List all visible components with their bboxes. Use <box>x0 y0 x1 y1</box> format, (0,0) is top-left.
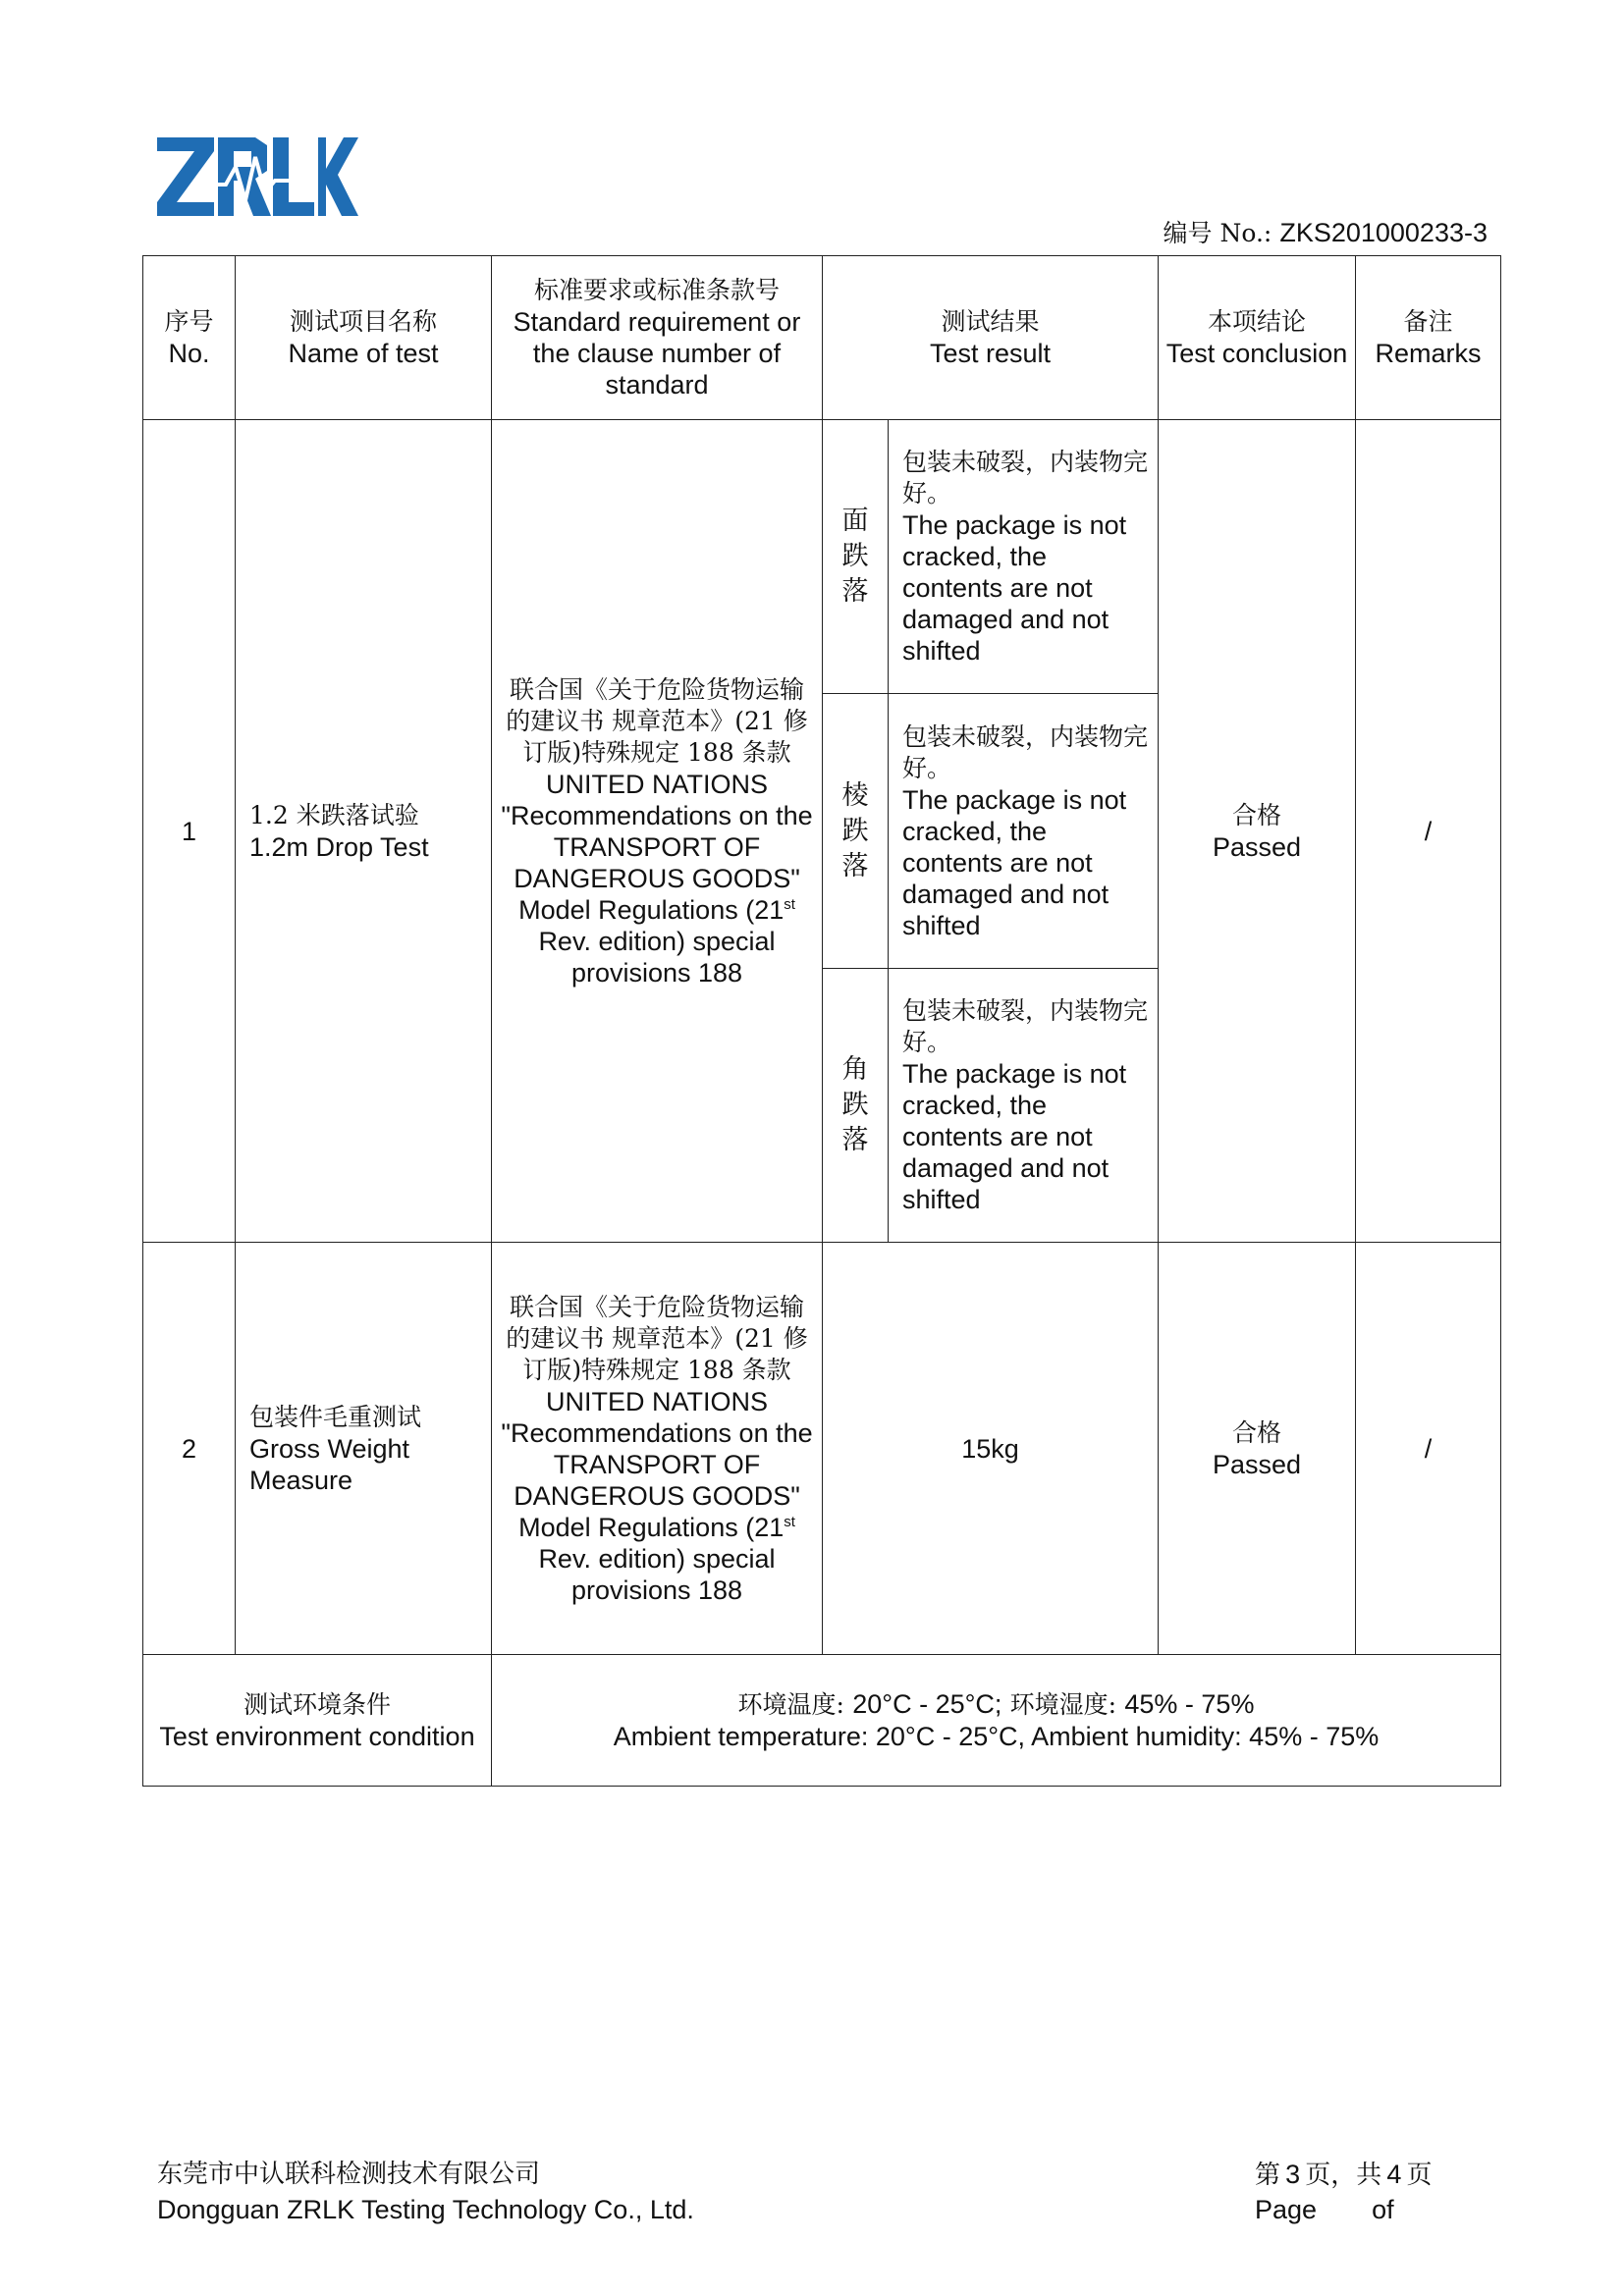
drop-result-en: The package is not cracked, the contents are not damaged and not shifted <box>902 510 1127 666</box>
row2-concl-en: Passed <box>1212 1449 1302 1479</box>
col-concl-en: Test conclusion <box>1165 339 1348 368</box>
drop-char: 棱 <box>841 779 869 811</box>
col-header-remarks <box>1356 256 1501 420</box>
drop-type-corner <box>823 969 889 1243</box>
environment-values <box>492 1655 1501 1787</box>
row2-conclusion <box>1159 1243 1356 1655</box>
env-values-cn <box>498 1688 1494 1721</box>
row2-concl-cn: 合格 <box>1232 1417 1282 1447</box>
row2-result: 15kg <box>823 1243 1159 1655</box>
drop-result-cn: 包装未破裂，内装物完好。 <box>902 996 1149 1056</box>
company-name-cn: 东莞市中认联科检测技术有限公司 <box>157 2160 541 2189</box>
env-temp-cn-value: 20°C - 25°C; <box>852 1689 1002 1719</box>
drop-char: 落 <box>841 850 869 881</box>
env-hum-en-value: 45% - 75% <box>1249 1722 1380 1751</box>
col-remarks-cn: 备注 <box>1403 307 1453 336</box>
row2-std-en-sup: st <box>784 1513 795 1530</box>
col-concl-cn: 本项结论 <box>1208 307 1307 336</box>
row1-std-en-sup: st <box>784 895 795 913</box>
row1-std-cn: 联合国《关于危险货物运输的建议书 规章范本》(21 修订版)特殊规定 188 条款 <box>506 674 808 767</box>
drop-result-edge <box>889 694 1159 969</box>
env-hum-en-label: Ambient humidity: <box>1031 1722 1242 1751</box>
footer-company <box>157 2157 844 2227</box>
env-temp-cn-label: 环境温度: <box>737 1690 844 1719</box>
drop-result-en: The package is not cracked, the contents are not damaged and not shifted <box>902 784 1127 940</box>
col-remarks-en: Remarks <box>1375 339 1482 368</box>
col-header-standard <box>492 256 823 420</box>
environment-row <box>143 1655 1501 1787</box>
drop-result-face <box>889 420 1159 694</box>
row1-name <box>236 420 492 1243</box>
page-indicator-en <box>1255 2192 1549 2227</box>
row1-std-en <box>498 769 816 988</box>
header-row <box>143 256 1501 420</box>
drop-char: 跌 <box>841 541 869 571</box>
row2-name-en: Gross Weight Measure <box>249 1433 410 1495</box>
col-header-no <box>143 256 236 420</box>
env-temp-en-value: 20°C - 25°C, <box>875 1722 1026 1751</box>
row1-name-cn: 1.2 米跌落试验 <box>249 800 419 829</box>
env-label-en: Test environment condition <box>159 1721 475 1751</box>
drop-result-corner <box>889 969 1159 1243</box>
col-std-cn: 标准要求或标准条款号 <box>533 276 780 304</box>
drop-char: 跌 <box>841 815 869 846</box>
footer-page <box>1255 2157 1549 2227</box>
row2-standard <box>492 1243 823 1655</box>
row1-concl-en: Passed <box>1212 831 1302 862</box>
col-result-cn: 测试结果 <box>941 307 1040 336</box>
page-cn-suffix: 页 <box>1406 2161 1433 2190</box>
drop-result-cn: 包装未破裂，内装物完好。 <box>902 448 1149 507</box>
row2-name <box>236 1243 492 1655</box>
page-total: 4 <box>1386 2160 1402 2189</box>
test-results-table <box>142 255 1501 1787</box>
row2-std-en-line1: UNITED NATIONS "Recommendations on the TRANSPORT OF DANGEROUS GOODS" Model Regulations (21 <box>501 1386 813 1542</box>
env-hum-cn-label: 环境湿度: <box>1009 1690 1117 1719</box>
report-number <box>1080 218 1488 248</box>
col-name-cn: 测试项目名称 <box>289 307 437 336</box>
row2-std-en-line2: Rev. edition) special provisions 188 <box>538 1543 776 1605</box>
page-current: 3 <box>1285 2160 1301 2189</box>
col-result-en: Test result <box>929 339 1052 368</box>
row2-std-en <box>498 1386 816 1606</box>
report-no-label: 编号 No.: <box>1163 219 1272 247</box>
row2-std-cn: 联合国《关于危险货物运输的建议书 规章范本》(21 修订版)特殊规定 188 条款 <box>506 1292 808 1384</box>
col-header-name <box>236 256 492 420</box>
col-no-cn: 序号 <box>164 307 214 336</box>
drop-char: 面 <box>841 506 869 536</box>
environment-label <box>143 1655 492 1787</box>
drop-char: 角 <box>841 1054 869 1085</box>
row2-name-cn: 包装件毛重测试 <box>249 1402 422 1431</box>
col-header-conclusion <box>1159 256 1356 420</box>
zrlk-logo <box>157 137 358 216</box>
env-temp-en-label: Ambient temperature: <box>613 1722 869 1751</box>
col-no-en: No. <box>168 339 210 368</box>
drop-char: 跌 <box>841 1090 869 1120</box>
row1-remarks: / <box>1356 420 1501 1243</box>
col-std-en: Standard requirement or the clause number of standard <box>513 307 801 400</box>
env-hum-cn-value: 45% - 75% <box>1124 1689 1255 1719</box>
drop-char: 落 <box>841 1125 869 1155</box>
drop-type-edge <box>823 694 889 969</box>
row1-std-en-line1: UNITED NATIONS "Recommendations on the TRANSPORT OF DANGEROUS GOODS" Model Regulations (21 <box>501 769 813 925</box>
env-label-cn: 测试环境条件 <box>243 1689 391 1719</box>
row1-name-en: 1.2m Drop Test <box>249 831 429 862</box>
drop-type-face <box>823 420 889 694</box>
row2-remarks: / <box>1356 1243 1501 1655</box>
row1-no: 1 <box>143 420 236 1243</box>
table-row <box>143 420 1501 694</box>
env-values-en <box>498 1721 1494 1752</box>
row2-no: 2 <box>143 1243 236 1655</box>
page-cn-prefix: 第 <box>1255 2161 1281 2190</box>
drop-result-en: The package is not cracked, the contents are not damaged and not shifted <box>902 1059 1127 1214</box>
page-en-label: Page <box>1255 2195 1318 2224</box>
drop-result-cn: 包装未破裂，内装物完好。 <box>902 721 1149 782</box>
page-cn-middle: 页，共 <box>1305 2161 1382 2190</box>
row1-std-en-line2: Rev. edition) special provisions 188 <box>538 926 776 988</box>
report-no-value: ZKS201000233-3 <box>1279 218 1488 247</box>
company-name-en: Dongguan ZRLK Testing Technology Co., Ltd. <box>157 2195 694 2224</box>
col-header-result <box>823 256 1159 420</box>
row1-standard <box>492 420 823 1243</box>
row1-concl-cn: 合格 <box>1232 800 1282 829</box>
col-name-en: Name of test <box>288 339 439 368</box>
row1-conclusion <box>1159 420 1356 1243</box>
table-row <box>143 1243 1501 1655</box>
page-en-of: of <box>1372 2195 1394 2224</box>
drop-char: 落 <box>841 576 869 607</box>
page-indicator-cn <box>1255 2157 1549 2192</box>
